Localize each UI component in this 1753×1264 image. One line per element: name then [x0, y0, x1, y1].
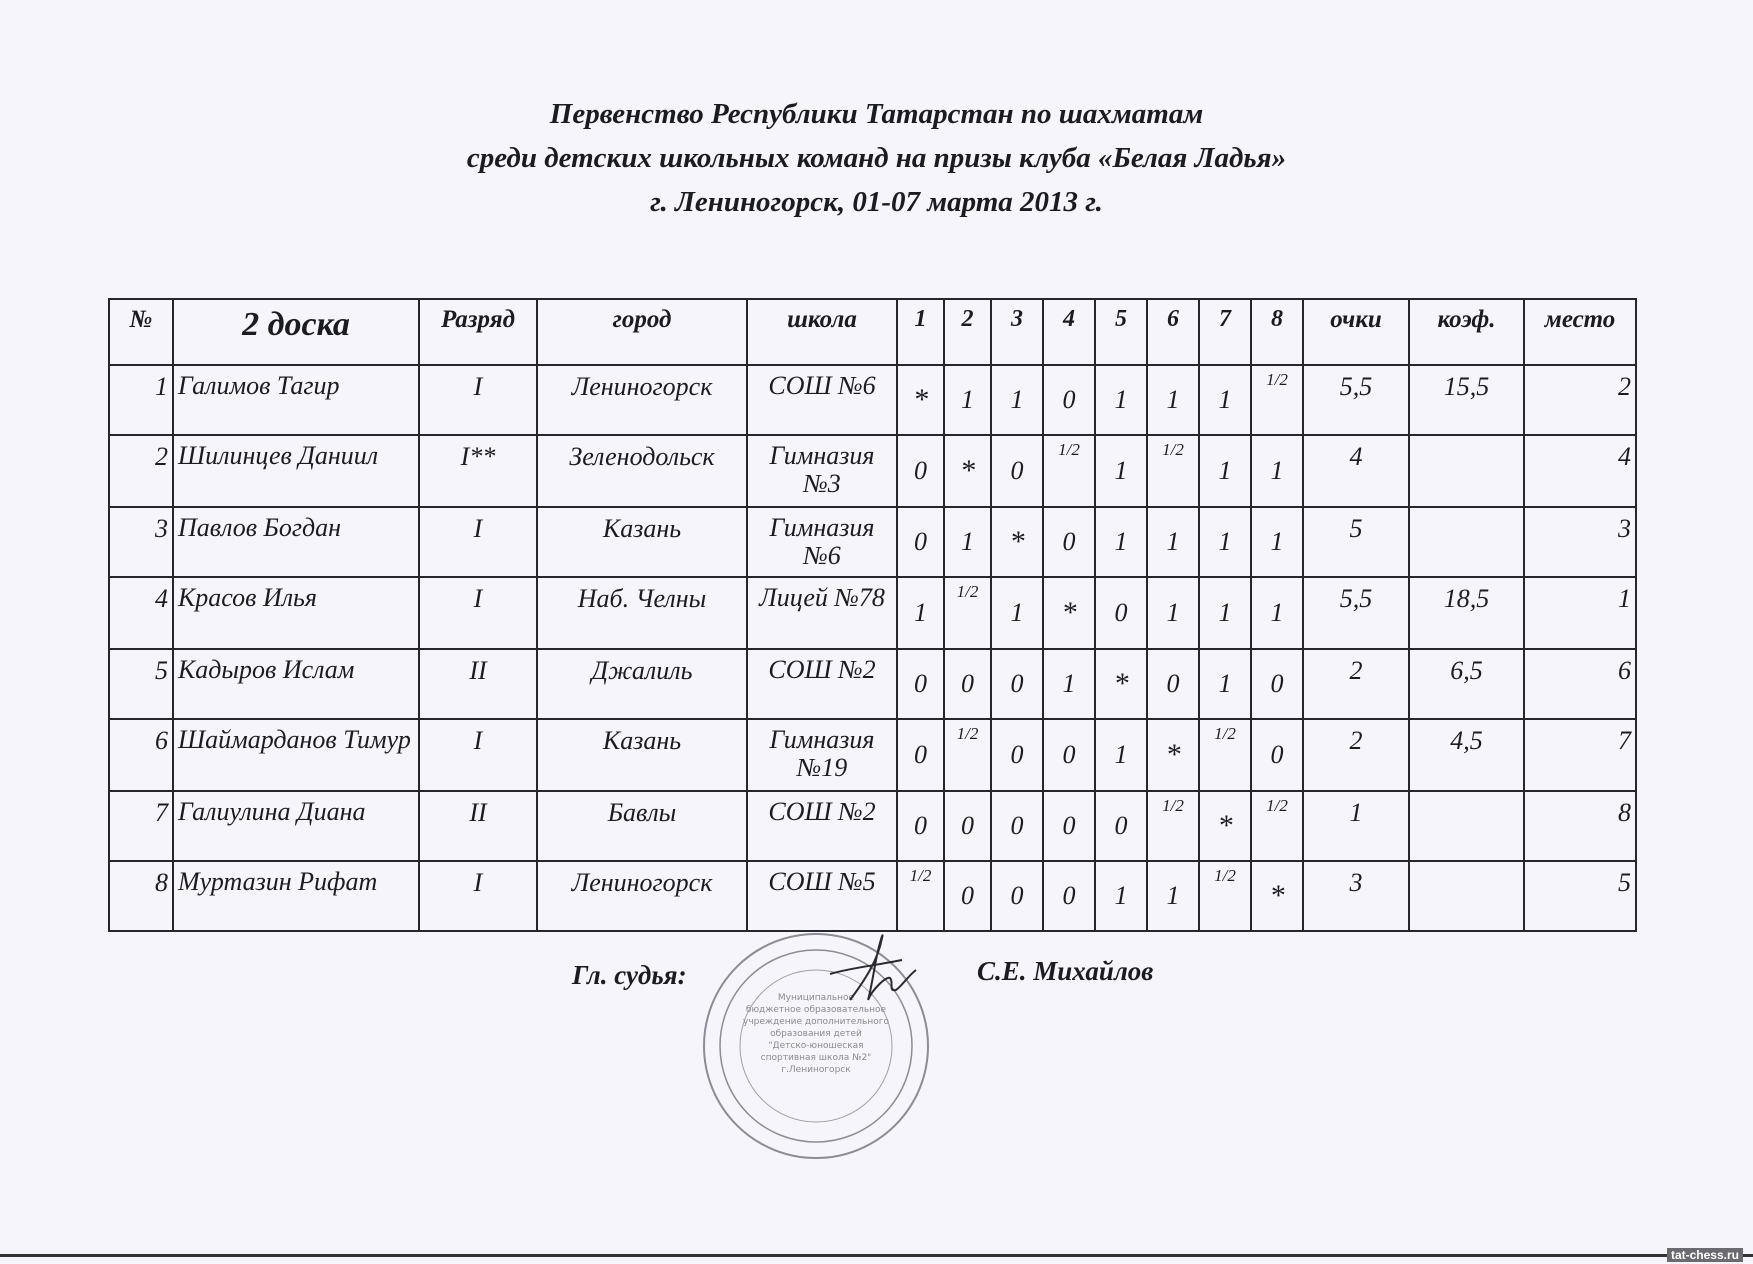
coefficient-cell: 15,5 — [1409, 365, 1524, 435]
player-name: Галимов Тагир — [173, 365, 419, 435]
game-result: 1 — [1147, 577, 1199, 649]
table-row — [109, 577, 1636, 649]
player-rank: II — [419, 791, 537, 861]
crosstable — [108, 298, 1637, 932]
header-points: очки — [1303, 299, 1409, 365]
game-result: 1 — [1043, 649, 1095, 719]
header-round-8: 8 — [1251, 299, 1303, 365]
game-result: 1/2 — [897, 861, 944, 931]
player-school: СОШ №5 — [747, 861, 897, 931]
player-school: СОШ №2 — [747, 649, 897, 719]
game-result: 0 — [944, 649, 991, 719]
player-city: Джалиль — [537, 649, 747, 719]
coefficient-cell — [1409, 861, 1524, 931]
game-result: 0 — [1043, 791, 1095, 861]
place-cell: 2 — [1524, 365, 1636, 435]
row-number: 3 — [109, 507, 173, 577]
game-result: 1/2 — [1199, 861, 1251, 931]
game-result: * — [944, 435, 991, 507]
player-city: Лениногорск — [537, 861, 747, 931]
game-result: 1 — [1147, 365, 1199, 435]
player-city: Казань — [537, 507, 747, 577]
game-result: 0 — [991, 719, 1043, 791]
player-name: Муртазин Рифат — [173, 861, 419, 931]
game-result: 0 — [991, 435, 1043, 507]
player-rank: I** — [419, 435, 537, 507]
player-school: СОШ №2 — [747, 791, 897, 861]
svg-text:учреждение дополнительного: учреждение дополнительного — [743, 1017, 889, 1027]
player-school: Гимназия №3 — [747, 435, 897, 507]
player-rank: I — [419, 365, 537, 435]
game-result: * — [1199, 791, 1251, 861]
header-round-7: 7 — [1199, 299, 1251, 365]
game-result: 1 — [1095, 365, 1147, 435]
game-result: 1 — [944, 507, 991, 577]
table-header-row — [109, 299, 1636, 365]
game-result: 0 — [897, 507, 944, 577]
game-result: 1 — [1147, 507, 1199, 577]
game-result: * — [1043, 577, 1095, 649]
row-number: 2 — [109, 435, 173, 507]
player-city: Наб. Челны — [537, 577, 747, 649]
game-result: 1/2 — [1199, 719, 1251, 791]
player-rank: I — [419, 577, 537, 649]
player-rank: I — [419, 719, 537, 791]
player-city: Казань — [537, 719, 747, 791]
place-cell: 4 — [1524, 435, 1636, 507]
game-result: * — [991, 507, 1043, 577]
game-result: 1 — [1095, 719, 1147, 791]
game-result: 0 — [1043, 365, 1095, 435]
svg-text:образования детей: образования детей — [770, 1029, 862, 1039]
title-line-3: г. Лениногорск, 01-07 марта 2013 г. — [650, 186, 1103, 218]
player-school: Лицей №78 — [747, 577, 897, 649]
game-result: * — [897, 365, 944, 435]
table-row — [109, 507, 1636, 577]
game-result: 1 — [991, 365, 1043, 435]
coefficient-cell — [1409, 791, 1524, 861]
table-row — [109, 861, 1636, 931]
game-result: 0 — [897, 649, 944, 719]
table-row — [109, 649, 1636, 719]
coefficient-cell: 6,5 — [1409, 649, 1524, 719]
player-school: Гимназия №6 — [747, 507, 897, 577]
game-result: 1 — [897, 577, 944, 649]
document-title — [0, 92, 1753, 224]
game-result: 0 — [897, 791, 944, 861]
game-result: 1 — [1199, 507, 1251, 577]
game-result: 1/2 — [944, 719, 991, 791]
header-round-5: 5 — [1095, 299, 1147, 365]
game-result: 1 — [1147, 861, 1199, 931]
game-result: 0 — [1043, 507, 1095, 577]
game-result: 0 — [944, 791, 991, 861]
place-cell: 6 — [1524, 649, 1636, 719]
game-result: 1/2 — [1147, 435, 1199, 507]
game-result: 1/2 — [1251, 365, 1303, 435]
game-result: 1/2 — [1147, 791, 1199, 861]
table-row — [109, 435, 1636, 507]
player-name: Шаймарданов Тимур — [173, 719, 419, 791]
svg-text:спортивная школа №2": спортивная школа №2" — [760, 1053, 872, 1063]
player-school: Гимназия №19 — [747, 719, 897, 791]
player-rank: II — [419, 649, 537, 719]
title-line-2: среди детских школьных команд на призы клуба «Белая Ладья» — [466, 142, 1287, 174]
points-cell: 5,5 — [1303, 577, 1409, 649]
game-result: 1 — [1199, 365, 1251, 435]
points-cell: 5,5 — [1303, 365, 1409, 435]
game-result: 1 — [1095, 435, 1147, 507]
table-row — [109, 791, 1636, 861]
chief-judge-label: Гл. судья: — [572, 960, 687, 990]
game-result: 0 — [1095, 577, 1147, 649]
game-result: 0 — [944, 861, 991, 931]
game-result: 0 — [991, 861, 1043, 931]
row-number: 7 — [109, 791, 173, 861]
game-result: 0 — [897, 435, 944, 507]
player-school: СОШ №6 — [747, 365, 897, 435]
table-body — [109, 365, 1636, 931]
player-city: Лениногорск — [537, 365, 747, 435]
coefficient-cell: 18,5 — [1409, 577, 1524, 649]
player-city: Бавлы — [537, 791, 747, 861]
site-watermark: tat-chess.ru — [1667, 1248, 1743, 1262]
svg-text:г.Лениногорск: г.Лениногорск — [781, 1065, 851, 1075]
coefficient-cell: 4,5 — [1409, 719, 1524, 791]
player-rank: I — [419, 507, 537, 577]
header-round-4: 4 — [1043, 299, 1095, 365]
row-number: 1 — [109, 365, 173, 435]
points-cell: 5 — [1303, 507, 1409, 577]
game-result: 0 — [991, 791, 1043, 861]
points-cell: 1 — [1303, 791, 1409, 861]
game-result: 1 — [1251, 577, 1303, 649]
game-result: 1 — [1095, 861, 1147, 931]
place-cell: 1 — [1524, 577, 1636, 649]
header-coefficient: коэф. — [1409, 299, 1524, 365]
game-result: 0 — [1147, 649, 1199, 719]
game-result: 1 — [1199, 435, 1251, 507]
game-result: * — [1147, 719, 1199, 791]
place-cell: 8 — [1524, 791, 1636, 861]
player-name: Галиулина Диана — [173, 791, 419, 861]
header-board: 2 доска — [173, 299, 419, 365]
coefficient-cell — [1409, 435, 1524, 507]
chief-judge-name: С.Е. Михайлов — [977, 956, 1154, 986]
game-result: 0 — [897, 719, 944, 791]
game-result: 1 — [944, 365, 991, 435]
row-number: 8 — [109, 861, 173, 931]
row-number: 6 — [109, 719, 173, 791]
points-cell: 4 — [1303, 435, 1409, 507]
header-rank: Разряд — [419, 299, 537, 365]
points-cell: 2 — [1303, 649, 1409, 719]
game-result: 0 — [1095, 791, 1147, 861]
table-row — [109, 719, 1636, 791]
game-result: 1 — [1095, 507, 1147, 577]
points-cell: 3 — [1303, 861, 1409, 931]
game-result: 1/2 — [1043, 435, 1095, 507]
game-result: 1 — [991, 577, 1043, 649]
game-result: 1 — [1251, 435, 1303, 507]
header-place: место — [1524, 299, 1636, 365]
player-city: Зеленодольск — [537, 435, 747, 507]
svg-text:"Детско-юношеская: "Детско-юношеская — [768, 1041, 864, 1051]
player-rank: I — [419, 861, 537, 931]
header-city: город — [537, 299, 747, 365]
place-cell: 7 — [1524, 719, 1636, 791]
header-round-3: 3 — [991, 299, 1043, 365]
game-result: 1 — [1199, 577, 1251, 649]
player-name: Павлов Богдан — [173, 507, 419, 577]
row-number: 5 — [109, 649, 173, 719]
game-result: * — [1251, 861, 1303, 931]
game-result: 0 — [1251, 649, 1303, 719]
coefficient-cell — [1409, 507, 1524, 577]
svg-text:Муниципальное: Муниципальное — [777, 993, 855, 1003]
place-cell: 3 — [1524, 507, 1636, 577]
game-result: 1/2 — [944, 577, 991, 649]
header-round-1: 1 — [897, 299, 944, 365]
place-cell: 5 — [1524, 861, 1636, 931]
header-school: школа — [747, 299, 897, 365]
game-result: 0 — [1043, 861, 1095, 931]
table-row — [109, 365, 1636, 435]
judge-signature — [810, 930, 920, 1010]
title-line-1: Первенство Республики Татарстан по шахматам — [549, 98, 1204, 130]
game-result: 0 — [1251, 719, 1303, 791]
header-number: № — [109, 299, 173, 365]
player-name: Кадыров Ислам — [173, 649, 419, 719]
points-cell: 2 — [1303, 719, 1409, 791]
player-name: Шилинцев Даниил — [173, 435, 419, 507]
game-result: 0 — [1043, 719, 1095, 791]
game-result: 1/2 — [1251, 791, 1303, 861]
row-number: 4 — [109, 577, 173, 649]
player-name: Красов Илья — [173, 577, 419, 649]
header-round-6: 6 — [1147, 299, 1199, 365]
game-result: 0 — [991, 649, 1043, 719]
bottom-border-line — [0, 1254, 1753, 1257]
game-result: 1 — [1199, 649, 1251, 719]
svg-text:бюджетное образовательное: бюджетное образовательное — [745, 1005, 887, 1015]
game-result: 1 — [1251, 507, 1303, 577]
game-result: * — [1095, 649, 1147, 719]
header-round-2: 2 — [944, 299, 991, 365]
